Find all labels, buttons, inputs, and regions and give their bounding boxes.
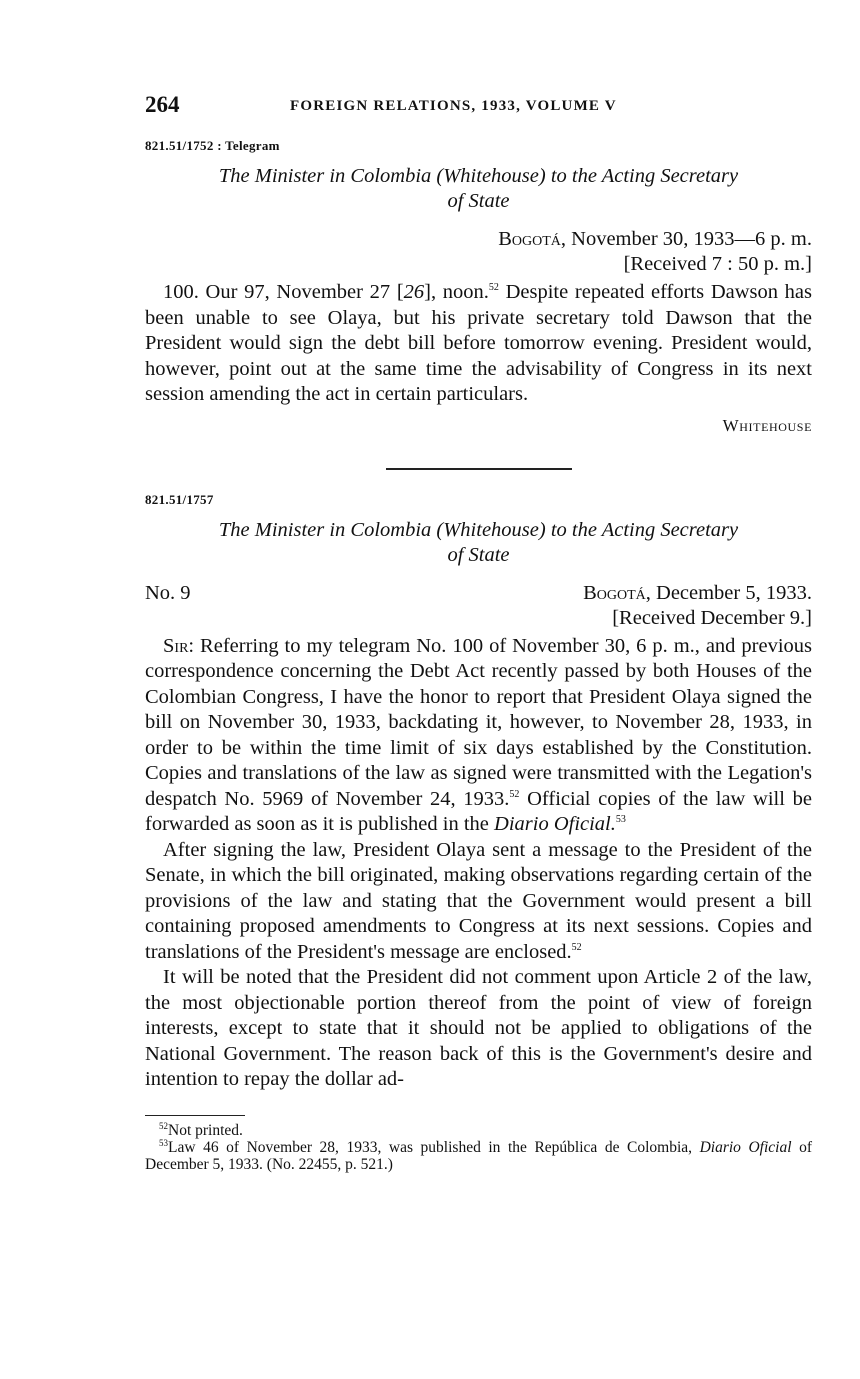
- telegram-paragraph: [145, 280, 812, 408]
- file-reference: 821.51/1752 : Telegram: [145, 138, 280, 153]
- despatch-number: No. 9: [145, 581, 191, 604]
- footnote: [145, 1139, 812, 1173]
- footnote-ref: 52: [571, 941, 582, 953]
- paragraph-text: Official copies of the law will be forwarded as soon as it is published in the: [145, 787, 812, 835]
- footnote-ref: 52: [509, 788, 520, 800]
- footnote-text: Law 46 of November 28, 1933, was published in the República de Colombia,: [168, 1138, 700, 1156]
- received-line: [Received December 9.]: [612, 606, 812, 629]
- running-title: FOREIGN RELATIONS, 1933, VOLUME V: [290, 98, 617, 114]
- footnote: [145, 1122, 812, 1139]
- document-title: [145, 518, 812, 568]
- footnote-mark: 52: [159, 1120, 168, 1131]
- footnote-text: Not printed.: [168, 1121, 243, 1139]
- paragraph-text: ], noon.: [424, 281, 489, 303]
- place-name: Bogotá: [498, 228, 561, 250]
- date-text: , December 5, 1933.: [645, 581, 812, 604]
- paragraph-text: After signing the law, President Olaya sent a message to the President of the Senate, in which the bill originated, making observations regarding certain of the provisions of the law and stating that the Government would present a bill containing proposed amendments to Congress at its next sessions. Copies and translations of the President's message are enclosed.: [145, 838, 812, 963]
- running-head: [145, 92, 812, 126]
- salutation: Sir: [163, 634, 189, 657]
- date-line: [583, 581, 812, 606]
- footnote-mark: 53: [159, 1137, 168, 1148]
- footnote-ref: 52: [488, 282, 499, 293]
- paragraph-italic: Diario Oficial.: [494, 813, 616, 835]
- footnote-divider: [145, 1115, 245, 1116]
- despatch-number-line: [145, 581, 812, 606]
- footnote-text: of December 5, 1933. (No. 22455, p. 521.): [145, 1138, 812, 1173]
- paragraph-italic: 26: [403, 281, 425, 303]
- letter-paragraph: [145, 965, 812, 1093]
- file-reference: 821.51/1757: [145, 491, 214, 507]
- place-name: Bogotá: [583, 581, 646, 604]
- paragraph-text: Despite repeated efforts Dawson has been unable to see Olaya, but his private secretary told Dawson that the President would sign the debt bill before tomorrow evening. President would, however, point out at the same time the advisability of Congress in its next session amending the act in certain particulars.: [145, 281, 813, 405]
- document-title-line: The Minister in Colombia (Whitehouse) to the Acting Secretary: [218, 165, 739, 187]
- document-title-line: of State: [447, 543, 510, 566]
- footnote-italic: Diario Oficial: [699, 1138, 792, 1156]
- letter-paragraph: [145, 634, 812, 838]
- received-line: [Received 7 : 50 p. m.]: [623, 253, 812, 275]
- date-line: [145, 227, 812, 252]
- document-title-line: The Minister in Colombia (Whitehouse) to the Acting Secretary: [218, 518, 739, 541]
- page-number: 264: [145, 92, 180, 117]
- section-divider: [386, 468, 572, 470]
- document-page: [145, 92, 812, 1173]
- dateline: [145, 227, 812, 277]
- letter-paragraph: [145, 838, 812, 966]
- document-title: [145, 164, 812, 214]
- footnote-ref: 53: [615, 814, 626, 825]
- paragraph-text: It will be noted that the President did not comment upon Article 2 of the law, the most objectionable portion thereof from the point of view of foreign interests, except to state that it should not be applied to obligations of the National Government. The reason back of this is the Government's desire and intention to repay the dollar ad-: [145, 966, 812, 1090]
- date-text: , November 30, 1933—6 p. m.: [560, 228, 812, 250]
- document-title-line: of State: [447, 190, 510, 212]
- paragraph-text: 100. Our 97, November 27 [: [163, 281, 404, 303]
- signature: Whitehouse: [722, 415, 812, 435]
- paragraph-text: : Referring to my telegram No. 100 of November 30, 6 p. m., and previous correspondence concerning the Debt Act recently passed by both Houses of the Colombian Congress, I have the honor to report that President Olaya signed the bill on November 30, 1933, backdating it, however, to November 28, 1933, in order to be within the time limit of six days established by the Constitution. Copies and translations of the law as signed were transmitted with the Legation's despatch No. 5969 of November 24, 1933.: [145, 634, 812, 810]
